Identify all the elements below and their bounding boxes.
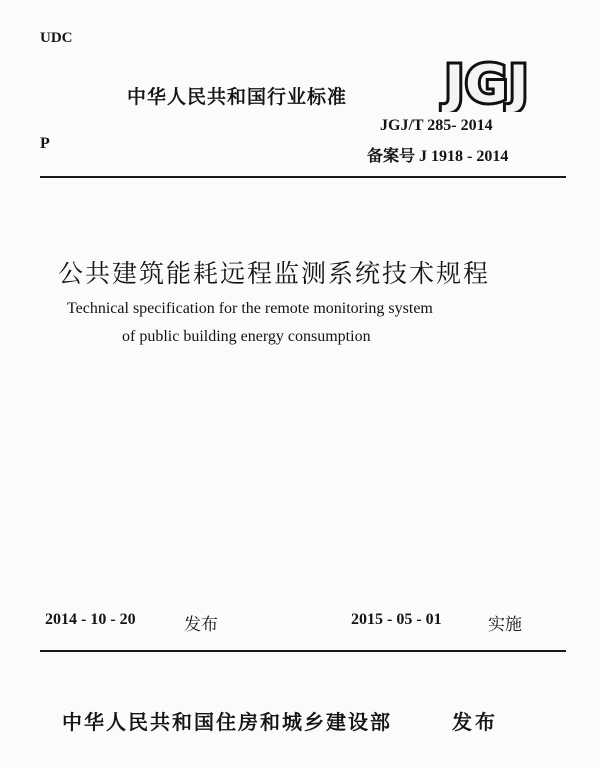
standard-code: JGJ/T 285- 2014 <box>380 117 493 134</box>
implementation-label: 实施 <box>488 615 522 635</box>
issue-label: 发布 <box>184 615 218 635</box>
standard-type-heading: 中华人民共和国行业标准 <box>127 86 348 108</box>
publish-label: 发布 <box>452 710 498 734</box>
publisher-name: 中华人民共和国住房和城乡建设部 <box>62 710 392 734</box>
implementation-date: 2015 - 05 - 01 <box>351 611 442 628</box>
header-divider <box>40 176 566 178</box>
footer-divider <box>40 650 566 652</box>
classification-code: P <box>40 135 50 152</box>
record-number: 备案号 J 1918 - 2014 <box>367 148 509 165</box>
issue-date: 2014 - 10 - 20 <box>45 611 136 628</box>
document-title-chinese: 公共建筑能耗远程监测系统技术规程 <box>58 259 491 288</box>
document-title-english-line2: of public building energy consumption <box>122 328 371 345</box>
document-title-english-line1: Technical specification for the remote monitoring system <box>67 300 433 317</box>
udc-label: UDC <box>40 30 73 46</box>
jgj-logo-text: JGJ <box>444 55 530 112</box>
jgj-logo <box>432 50 542 112</box>
